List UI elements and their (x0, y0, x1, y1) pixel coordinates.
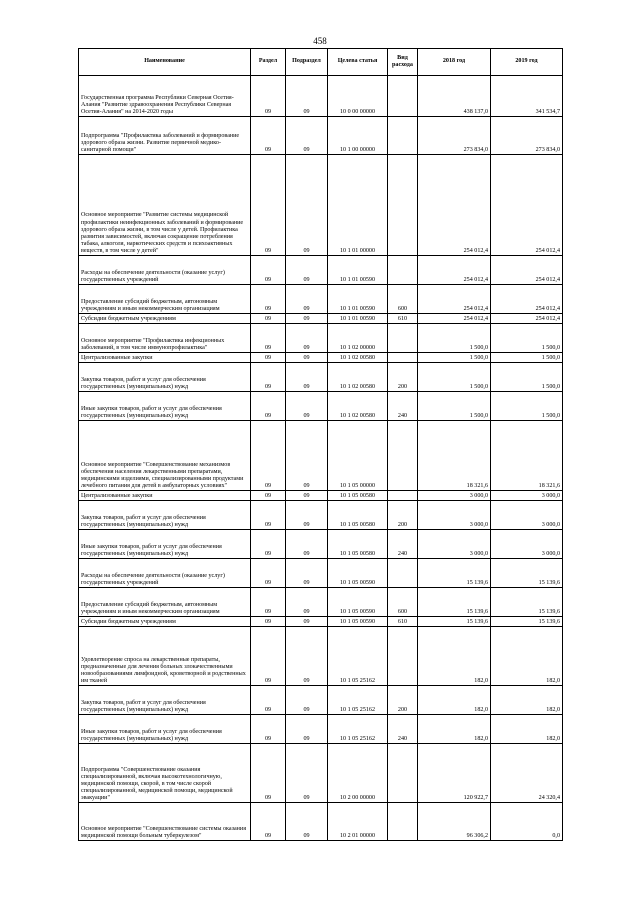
row-2018: 1 500,0 (418, 392, 491, 421)
row-statya: 10 1 02 00580 (328, 363, 388, 392)
header-razdel: Раздел (251, 49, 286, 76)
row-podrazdel: 09 (286, 392, 328, 421)
row-podrazdel: 09 (286, 588, 328, 617)
row-razdel: 09 (251, 314, 286, 324)
row-vid (388, 256, 418, 285)
row-razdel: 09 (251, 627, 286, 686)
table-row (79, 324, 563, 353)
table-row (79, 256, 563, 285)
table-row (79, 530, 563, 559)
row-razdel: 09 (251, 256, 286, 285)
row-vid (388, 117, 418, 155)
row-vid: 200 (388, 686, 418, 715)
table-row (79, 588, 563, 617)
row-2018: 3 000,0 (418, 530, 491, 559)
table-row (79, 285, 563, 314)
row-podrazdel: 09 (286, 627, 328, 686)
table-row (79, 559, 563, 588)
row-vid (388, 76, 418, 117)
row-razdel: 09 (251, 76, 286, 117)
row-statya: 10 1 02 00580 (328, 392, 388, 421)
row-podrazdel: 09 (286, 324, 328, 353)
row-name: Иные закупки товаров, работ и услуг для обеспечения государственных (муниципальных) нужд (79, 715, 251, 744)
table-row (79, 392, 563, 421)
page-number: 458 (313, 36, 327, 46)
row-statya: 10 1 05 25162 (328, 715, 388, 744)
table-row (79, 627, 563, 686)
row-podrazdel: 09 (286, 744, 328, 803)
row-podrazdel: 09 (286, 686, 328, 715)
row-podrazdel: 09 (286, 363, 328, 392)
row-2018: 15 139,6 (418, 559, 491, 588)
table-row (79, 803, 563, 841)
budget-table (78, 48, 563, 841)
row-2019: 182,0 (491, 686, 563, 715)
row-vid: 600 (388, 285, 418, 314)
row-2019: 1 500,0 (491, 363, 563, 392)
row-podrazdel: 09 (286, 353, 328, 363)
row-vid: 240 (388, 530, 418, 559)
row-podrazdel: 09 (286, 715, 328, 744)
row-name: Расходы на обеспечение деятельности (оказание услуг) государственных учреждений (79, 559, 251, 588)
row-statya: 10 1 05 00580 (328, 501, 388, 530)
row-statya: 10 1 05 25162 (328, 686, 388, 715)
row-statya: 10 1 05 00580 (328, 491, 388, 501)
row-vid (388, 744, 418, 803)
row-razdel: 09 (251, 617, 286, 627)
row-2019: 3 000,0 (491, 530, 563, 559)
row-vid (388, 353, 418, 363)
row-vid: 610 (388, 617, 418, 627)
row-razdel: 09 (251, 744, 286, 803)
row-razdel: 09 (251, 324, 286, 353)
row-name: Удовлетворение спроса на лекарственные препараты, предназначенные для лечения больных злокачественными новообразованиями лимфоидной, кроветворной и родственных им тканей (79, 627, 251, 686)
row-name: Централизованные закупки (79, 353, 251, 363)
row-2018: 1 500,0 (418, 363, 491, 392)
row-vid (388, 627, 418, 686)
row-razdel: 09 (251, 285, 286, 314)
row-2019: 15 139,6 (491, 559, 563, 588)
row-statya: 10 1 05 00590 (328, 617, 388, 627)
row-2018: 273 834,0 (418, 117, 491, 155)
row-podrazdel: 09 (286, 530, 328, 559)
table-row (79, 744, 563, 803)
row-podrazdel: 09 (286, 155, 328, 256)
row-statya: 10 1 05 00590 (328, 559, 388, 588)
row-2019: 254 012,4 (491, 155, 563, 256)
table-row (79, 155, 563, 256)
row-2019: 254 012,4 (491, 314, 563, 324)
row-podrazdel: 09 (286, 314, 328, 324)
row-razdel: 09 (251, 363, 286, 392)
row-name: Подпрограмма "Профилактика заболеваний и формирование здорового образа жизни. Развитие первичной медико-санитарной помощи" (79, 117, 251, 155)
row-name: Основное мероприятие "Совершенствование системы оказания медицинской помощи больным туберкулезом" (79, 803, 251, 841)
row-name: Закупка товаров, работ и услуг для обеспечения государственных (муниципальных) нужд (79, 363, 251, 392)
row-statya: 10 1 05 00000 (328, 421, 388, 491)
row-vid: 600 (388, 588, 418, 617)
table-row (79, 491, 563, 501)
row-name: Подпрограмма "Совершенствование оказания специализированной, включая высокотехнологичную, медицинской помощи, скорой, в том числе скорой специализированной, медицинской помощи, медицинской эвакуации" (79, 744, 251, 803)
row-razdel: 09 (251, 392, 286, 421)
row-statya: 10 1 01 00590 (328, 314, 388, 324)
row-2019: 273 834,0 (491, 117, 563, 155)
row-2018: 3 000,0 (418, 491, 491, 501)
row-2019: 3 000,0 (491, 501, 563, 530)
row-2018: 438 137,0 (418, 76, 491, 117)
row-2019: 24 320,4 (491, 744, 563, 803)
row-vid: 200 (388, 363, 418, 392)
row-podrazdel: 09 (286, 803, 328, 841)
table-row (79, 76, 563, 117)
table-row (79, 117, 563, 155)
row-statya: 10 2 00 00000 (328, 744, 388, 803)
row-podrazdel: 09 (286, 617, 328, 627)
row-name: Иные закупки товаров, работ и услуг для обеспечения государственных (муниципальных) нужд (79, 530, 251, 559)
row-2018: 254 012,4 (418, 314, 491, 324)
header-row (79, 49, 563, 76)
row-name: Основное мероприятие "Профилактика инфекционных заболеваний, в том числе иммунопрофилактика" (79, 324, 251, 353)
row-name: Расходы на обеспечение деятельности (оказание услуг) государственных учреждений (79, 256, 251, 285)
row-2018: 182,0 (418, 715, 491, 744)
row-vid: 200 (388, 501, 418, 530)
row-vid (388, 559, 418, 588)
row-vid (388, 155, 418, 256)
row-2019: 18 321,6 (491, 421, 563, 491)
row-vid: 610 (388, 314, 418, 324)
row-statya: 10 1 05 00590 (328, 588, 388, 617)
row-razdel: 09 (251, 559, 286, 588)
row-razdel: 09 (251, 530, 286, 559)
row-2019: 1 500,0 (491, 353, 563, 363)
row-2018: 254 012,4 (418, 256, 491, 285)
row-podrazdel: 09 (286, 559, 328, 588)
row-vid (388, 324, 418, 353)
row-2018: 1 500,0 (418, 353, 491, 363)
row-razdel: 09 (251, 686, 286, 715)
row-name: Государственная программа Республики Северная Осетия-Алания "Развитие здравоохранения Республики Северная Осетия-Алания" на 2014-2020 годы (79, 76, 251, 117)
row-2019: 254 012,4 (491, 285, 563, 314)
row-vid: 240 (388, 392, 418, 421)
row-razdel: 09 (251, 501, 286, 530)
table-row (79, 353, 563, 363)
row-statya: 10 1 01 00590 (328, 285, 388, 314)
row-2018: 96 306,2 (418, 803, 491, 841)
row-vid (388, 421, 418, 491)
row-2019: 182,0 (491, 627, 563, 686)
row-razdel: 09 (251, 117, 286, 155)
row-2018: 15 139,6 (418, 617, 491, 627)
row-statya: 10 1 05 25162 (328, 627, 388, 686)
row-vid (388, 803, 418, 841)
row-2019: 182,0 (491, 715, 563, 744)
row-razdel: 09 (251, 421, 286, 491)
row-2018: 254 012,4 (418, 155, 491, 256)
row-statya: 10 1 05 00580 (328, 530, 388, 559)
row-podrazdel: 09 (286, 285, 328, 314)
row-2019: 3 000,0 (491, 491, 563, 501)
header-2018: 2018 год (418, 49, 491, 76)
row-razdel: 09 (251, 588, 286, 617)
row-podrazdel: 09 (286, 501, 328, 530)
row-2019: 254 012,4 (491, 256, 563, 285)
row-razdel: 09 (251, 491, 286, 501)
row-statya: 10 1 02 00000 (328, 324, 388, 353)
row-podrazdel: 09 (286, 421, 328, 491)
header-vid: Вид расхода (388, 49, 418, 76)
header-2019: 2019 год (491, 49, 563, 76)
row-statya: 10 2 01 00000 (328, 803, 388, 841)
row-razdel: 09 (251, 155, 286, 256)
row-name: Иные закупки товаров, работ и услуг для обеспечения государственных (муниципальных) нужд (79, 392, 251, 421)
row-name: Предоставление субсидий бюджетным, автономным учреждениям и иным некоммерческим организациям (79, 588, 251, 617)
row-razdel: 09 (251, 803, 286, 841)
row-statya: 10 1 00 00000 (328, 117, 388, 155)
row-statya: 10 1 01 00000 (328, 155, 388, 256)
row-statya: 10 1 02 00580 (328, 353, 388, 363)
row-2018: 1 500,0 (418, 324, 491, 353)
table-row (79, 314, 563, 324)
row-name: Централизованные закупки (79, 491, 251, 501)
row-name: Основное мероприятие "Развитие системы медицинской профилактики неинфекционных заболеваний и формирование здорового образа жизни, в том числе у детей. Профилактика развития зависимостей, включая сокращение потребления табака, алкоголя, наркотических средств и психоактивных веществ, в том числе у детей" (79, 155, 251, 256)
row-2018: 182,0 (418, 627, 491, 686)
row-statya: 10 0 00 00000 (328, 76, 388, 117)
row-2018: 3 000,0 (418, 501, 491, 530)
row-2018: 18 321,6 (418, 421, 491, 491)
row-2019: 0,0 (491, 803, 563, 841)
row-podrazdel: 09 (286, 491, 328, 501)
header-podrazdel: Подраздел (286, 49, 328, 76)
row-2018: 182,0 (418, 686, 491, 715)
header-statya: Целева статья (328, 49, 388, 76)
row-podrazdel: 09 (286, 256, 328, 285)
row-name: Закупка товаров, работ и услуг для обеспечения государственных (муниципальных) нужд (79, 501, 251, 530)
row-name: Субсидии бюджетным учреждениям (79, 314, 251, 324)
table-row (79, 715, 563, 744)
row-podrazdel: 09 (286, 117, 328, 155)
row-name: Закупка товаров, работ и услуг для обеспечения государственных (муниципальных) нужд (79, 686, 251, 715)
table-row (79, 363, 563, 392)
row-2019: 1 500,0 (491, 392, 563, 421)
row-podrazdel: 09 (286, 76, 328, 117)
row-razdel: 09 (251, 715, 286, 744)
header-name: Наименование (79, 49, 251, 76)
table-row (79, 501, 563, 530)
table-row (79, 617, 563, 627)
row-2018: 254 012,4 (418, 285, 491, 314)
row-razdel: 09 (251, 353, 286, 363)
row-name: Предоставление субсидий бюджетным, автономным учреждениям и иным некоммерческим организациям (79, 285, 251, 314)
row-2019: 15 139,6 (491, 617, 563, 627)
row-vid (388, 491, 418, 501)
row-vid: 240 (388, 715, 418, 744)
row-2019: 15 139,6 (491, 588, 563, 617)
row-statya: 10 1 01 00590 (328, 256, 388, 285)
row-name: Субсидии бюджетным учреждениям (79, 617, 251, 627)
row-name: Основное мероприятие "Совершенствование механизмов обеспечения населения лекарственными препаратами, медицинскими изделиями, специализированными продуктами лечебного питания для детей в амбулаторных условиях" (79, 421, 251, 491)
row-2019: 341 534,7 (491, 76, 563, 117)
row-2018: 120 922,7 (418, 744, 491, 803)
table-row (79, 421, 563, 491)
row-2018: 15 139,6 (418, 588, 491, 617)
table-row (79, 686, 563, 715)
row-2019: 1 500,0 (491, 324, 563, 353)
